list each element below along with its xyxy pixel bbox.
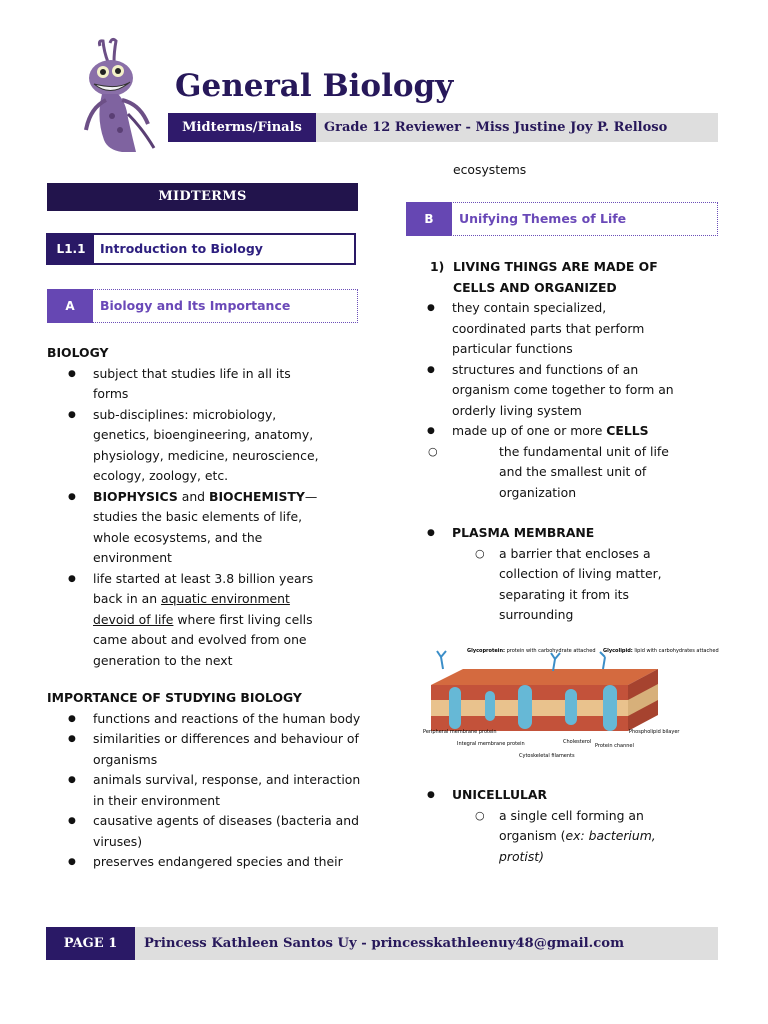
footer-bar bbox=[46, 927, 718, 960]
section-letter: A bbox=[47, 289, 93, 323]
list-item: ● structures and functions of an organism come together to form an orderly living system bbox=[406, 360, 678, 422]
importance-block bbox=[47, 688, 365, 873]
reviewer-subtitle: Grade 12 Reviewer - Miss Justine Joy P. Relloso bbox=[324, 120, 668, 135]
circle-bullet: ○ bbox=[475, 546, 485, 560]
biochemistry-term: BIOCHEMISTY bbox=[209, 488, 305, 504]
lesson-header bbox=[46, 233, 356, 265]
list-item: ● animals survival, response, and interaction in their environment bbox=[47, 770, 365, 811]
biology-heading: BIOLOGY bbox=[47, 345, 109, 360]
mascot-illustration bbox=[78, 38, 158, 156]
theme-number: 1) bbox=[430, 259, 445, 274]
diagram-label: protein with carbohydrate attached bbox=[505, 648, 596, 654]
list-item-text: and bbox=[177, 488, 209, 504]
list-item: ● subject that studies life in all its forms bbox=[47, 364, 315, 405]
sub-list-item-text: a barrier that encloses a collection of living matter, separating it from its surrounding bbox=[499, 545, 662, 622]
exam-tag: Midterms/Finals bbox=[168, 113, 316, 142]
list-item bbox=[406, 421, 706, 503]
biophysics-term: BIOPHYSICS bbox=[93, 488, 178, 504]
underlined-phrase: aquatic environment devoid of life bbox=[93, 591, 290, 627]
theme-heading bbox=[406, 257, 706, 298]
page-number: PAGE 1 bbox=[46, 927, 135, 960]
diagram-label: Glycolipid: bbox=[603, 648, 633, 654]
continued-text: ecosystems bbox=[453, 162, 527, 177]
cells-term: CELLS bbox=[606, 423, 649, 438]
diagram-label: Phospholipid bilayer bbox=[629, 729, 680, 735]
diagram-label: lipid with carbohydrates attached bbox=[632, 648, 719, 654]
section-title: Biology and Its Importance bbox=[100, 298, 291, 313]
plasma-block bbox=[406, 523, 706, 626]
list-item: ● similarities or differences and behaviour of organisms bbox=[47, 729, 365, 770]
list-item-text: sub-disciplines: microbiology, genetics, bioengineering, anatomy, physiology, medicine, neuroscience, ecology, zoology, etc. bbox=[93, 406, 319, 483]
sub-list-item bbox=[406, 544, 679, 626]
sub-list-item-text: the fundamental unit of life and the smallest unit of organization bbox=[499, 443, 669, 500]
subtitle-bar bbox=[168, 113, 718, 142]
sub-list-item bbox=[406, 806, 674, 868]
section-a-header bbox=[47, 289, 358, 323]
theme-title: LIVING THINGS ARE MADE OF CELLS AND ORGANIZED bbox=[453, 259, 658, 295]
unicellular-block bbox=[406, 785, 706, 867]
list-item: ● functions and reactions of the human body bbox=[47, 709, 365, 730]
sub-list-item-text: a single cell forming an organism ( bbox=[499, 807, 644, 843]
list-item-text: — studies the basic elements of life, whole ecosystems, and the environment bbox=[93, 488, 318, 565]
lesson-number: L1.1 bbox=[48, 235, 94, 263]
section-b-header bbox=[406, 202, 718, 236]
diagram-label: Cholesterol bbox=[563, 739, 592, 745]
list-item-text: made up of one or more bbox=[452, 423, 607, 438]
circle-bullet: ○ bbox=[475, 808, 485, 822]
unicellular-heading: ● UNICELLULAR bbox=[406, 785, 706, 806]
importance-heading: IMPORTANCE OF STUDYING BIOLOGY bbox=[47, 690, 302, 705]
theme-block bbox=[406, 257, 706, 503]
list-item: ● causative agents of diseases (bacteria and viruses) bbox=[47, 811, 365, 852]
midterms-heading: MIDTERMS bbox=[47, 183, 358, 211]
page-title: General Biology bbox=[175, 68, 454, 104]
section-letter: B bbox=[406, 202, 452, 236]
list-item-text: where first living cells came about and evolved from one generation to the next bbox=[93, 611, 313, 668]
diagram-label: Cytoskeletal filaments bbox=[519, 753, 575, 759]
author-credit: Princess Kathleen Santos Uy - princesskathleenuy48@gmail.com bbox=[144, 936, 625, 951]
list-item: ● they contain specialized, coordinated parts that perform particular functions bbox=[406, 298, 652, 360]
list-item bbox=[47, 487, 335, 569]
section-title: Unifying Themes of Life bbox=[459, 211, 627, 226]
diagram-label: Peripheral membrane protein bbox=[423, 729, 497, 735]
diagram-label: Glycoprotein: bbox=[467, 648, 506, 654]
svg-text:Glycoprotein: protein with car bbox=[467, 648, 596, 654]
list-item: ● preserves endangered species and their bbox=[47, 852, 365, 873]
diagram-label: Protein channel bbox=[595, 743, 634, 749]
list-item bbox=[47, 569, 335, 672]
plasma-membrane-diagram bbox=[423, 645, 719, 763]
sub-list-item bbox=[406, 442, 679, 504]
diagram-label: Integral membrane protein bbox=[457, 741, 525, 747]
plasma-heading: ● PLASMA MEMBRANE bbox=[406, 523, 706, 544]
example-text: ex: bacterium, protist) bbox=[499, 828, 656, 864]
svg-text:Glycolipid: lipid with carbohy bbox=[603, 648, 719, 654]
lesson-title: Introduction to Biology bbox=[100, 241, 263, 256]
biology-block bbox=[47, 343, 365, 671]
list-item bbox=[47, 405, 335, 487]
list-item-text: life started at least 3.8 billion years back in an bbox=[93, 570, 314, 606]
